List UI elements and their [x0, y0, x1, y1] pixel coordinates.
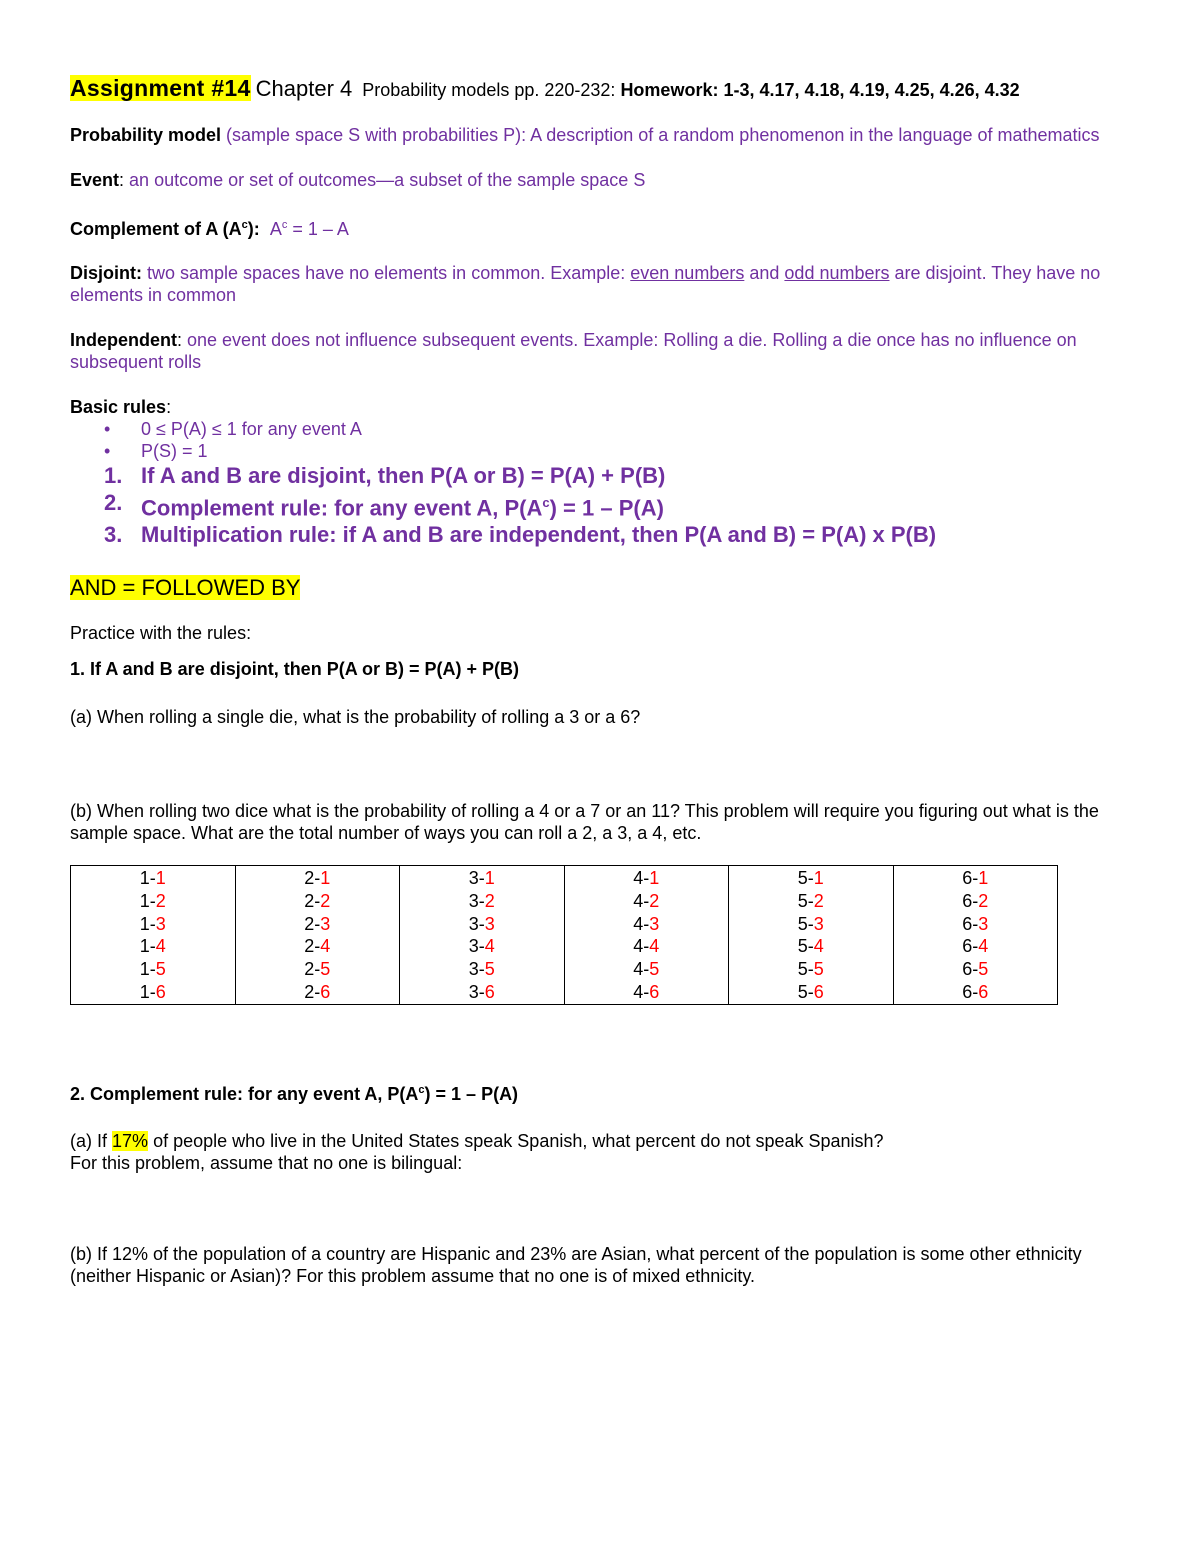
term-complement: Complement of A (A: [70, 219, 242, 239]
dice-column: [893, 866, 1058, 1004]
dice-outcome: 3-3: [468, 913, 495, 934]
dice-column: [564, 866, 729, 1004]
basic-rules-bullets: [70, 418, 1145, 462]
basic-rules-numbered: [70, 462, 1145, 548]
text-probability-model: (sample space S with probabilities P): A description of a random phenomenon in the language of mathematics: [226, 125, 1100, 145]
dice-outcome: 3-2: [468, 891, 495, 912]
dice-outcome: 1-4: [139, 936, 166, 957]
text-event: an outcome or set of outcomes—a subset of the sample space S: [129, 170, 646, 190]
text-disjoint-and: and: [749, 263, 780, 283]
dice-column: [71, 866, 236, 1004]
dice-outcome: 4-4: [633, 936, 660, 957]
basic-rules-heading: Basic rules:: [70, 397, 172, 417]
question-2a: (a) If 17% of people who live in the United States speak Spanish, what percent do not speak Spanish?: [70, 1130, 884, 1151]
dice-outcome: 4-2: [633, 891, 660, 912]
term-event: Event: [70, 170, 120, 190]
definition-disjoint: [70, 262, 1145, 306]
dice-outcome: 6-4: [962, 936, 989, 957]
dice-outcome: 3-4: [468, 936, 495, 957]
dice-outcome: 1-1: [139, 868, 166, 889]
complement-formula-b: = 1 – A: [292, 219, 349, 239]
practice-rule1-heading: 1. If A and B are disjoint, then P(A or B) = P(A) + P(B): [70, 659, 520, 680]
term-disjoint: Disjoint:: [70, 263, 142, 283]
practice-intro: Practice with the rules:: [70, 623, 252, 644]
dice-outcome: 3-6: [468, 981, 495, 1002]
assignment-title: Assignment #14: [70, 75, 251, 101]
dice-outcome: 2-1: [304, 868, 331, 889]
dice-column: [235, 866, 400, 1004]
complement-formula-sup: c: [281, 219, 288, 231]
dice-outcome: 4-5: [633, 959, 660, 980]
text-disjoint-1: two sample spaces have no elements in common. Example:: [147, 263, 626, 283]
dice-outcome: 6-1: [962, 868, 989, 889]
text-disjoint-2: are disjoint. They have no elements in common: [70, 263, 1101, 305]
dice-column: [400, 866, 565, 1004]
definition-independent: Independent: one event does not influence subsequent events. Example: Rolling a die. Rolling a die once has no influence on subsequent rolls: [70, 330, 1077, 372]
dice-outcome: 3-1: [468, 868, 495, 889]
dice-outcome: 5-5: [797, 959, 824, 980]
dice-outcome: 2-2: [304, 891, 331, 912]
definition-probability-model: [70, 124, 1145, 146]
dice-outcome: 5-3: [797, 913, 824, 934]
dice-outcome: 5-1: [797, 868, 824, 889]
assignment-header: [70, 74, 1145, 104]
topic-label: Probability models pp. 220-232:: [362, 80, 616, 100]
definition-event: Event: an outcome or set of outcomes—a subset of the sample space S: [70, 170, 646, 190]
dice-outcome: 5-2: [797, 891, 824, 912]
dice-outcome: 4-3: [633, 913, 660, 934]
rule-item: 3. Multiplication rule: if A and B are independent, then P(A and B) = P(A) x P(B): [104, 522, 937, 548]
example-even-numbers: even numbers: [630, 263, 745, 283]
dice-outcome: 4-6: [633, 981, 660, 1002]
term-complement-end: ):: [247, 219, 260, 239]
dice-outcome: 2-5: [304, 959, 331, 980]
homework-items: 1-3, 4.17, 4.18, 4.19, 4.25, 4.26, 4.32: [723, 80, 1020, 100]
dice-outcome: 1-2: [139, 891, 166, 912]
dice-outcome: 1-3: [139, 913, 166, 934]
list-item: • 0 ≤ P(A) ≤ 1 for any event A: [104, 419, 362, 439]
dice-outcome: 2-3: [304, 913, 331, 934]
list-item: • P(S) = 1: [104, 441, 208, 461]
dice-outcome: 1-6: [139, 981, 166, 1002]
dice-outcome: 2-4: [304, 936, 331, 957]
dice-outcome: 6-3: [962, 913, 989, 934]
example-odd-numbers: odd numbers: [784, 263, 890, 283]
complement-formula-a: A: [269, 219, 282, 239]
term-complement-sup: c: [241, 219, 248, 231]
and-followed-by: AND = FOLLOWED BY: [70, 575, 301, 601]
dice-sample-space-table: [70, 865, 1058, 1004]
chapter-label: Chapter 4: [255, 76, 353, 101]
bullet-icon: •: [104, 441, 111, 461]
practice-rule2-heading: 2. Complement rule: for any event A, $P(A^c) = 1 - P(A)$: [70, 1083, 519, 1104]
dice-outcome: 5-6: [797, 981, 824, 1002]
definition-complement: [70, 214, 1145, 240]
dice-outcome: 4-1: [633, 868, 660, 889]
dice-outcome: 6-5: [962, 959, 989, 980]
dice-outcome: 5-4: [797, 936, 824, 957]
homework-label: Homework:: [620, 80, 719, 100]
dice-outcome: 6-6: [962, 981, 989, 1002]
question-2b: (b) If 12% of the population of a country are Hispanic and 23% are Asian, what percent of the population is some other ethnicity (neither Hispanic or Asian)? For this problem assume that no one is of mixed ethnicity.: [70, 1243, 1082, 1286]
term-probability-model: Probability model: [70, 125, 222, 145]
dice-outcome: 1-5: [139, 959, 166, 980]
rule-item: 1. If A and B are disjoint, then P(A or B) = P(A) + P(B): [104, 463, 666, 488]
bullet-icon: •: [104, 419, 111, 439]
highlighted-percent: 17%: [112, 1130, 149, 1151]
dice-outcome: 6-2: [962, 891, 989, 912]
question-1a: (a) When rolling a single die, what is the probability of rolling a 3 or a 6?: [70, 707, 641, 728]
rule-item: 2. Complement rule: for any event A, $P(A^c) = 1 - P(A)$: [104, 490, 664, 521]
question-2a-note: For this problem, assume that no one is bilingual:: [70, 1152, 463, 1173]
dice-outcome: 2-6: [304, 981, 331, 1002]
term-independent: Independent: [70, 330, 177, 350]
dice-column: [729, 866, 894, 1004]
text-independent: one event does not influence subsequent events. Example: Rolling a die. Rolling a die once has no influence on subsequent rolls: [70, 330, 1077, 372]
dice-outcome: 3-5: [468, 959, 495, 980]
document-page: [70, 74, 1145, 1287]
question-1b: (b) When rolling two dice what is the probability of rolling a 4 or a 7 or an 11? This problem will require you figuring out what is the sample space. What are the total number of ways you can roll a 2, a 3, a 4, etc.: [70, 801, 1099, 844]
